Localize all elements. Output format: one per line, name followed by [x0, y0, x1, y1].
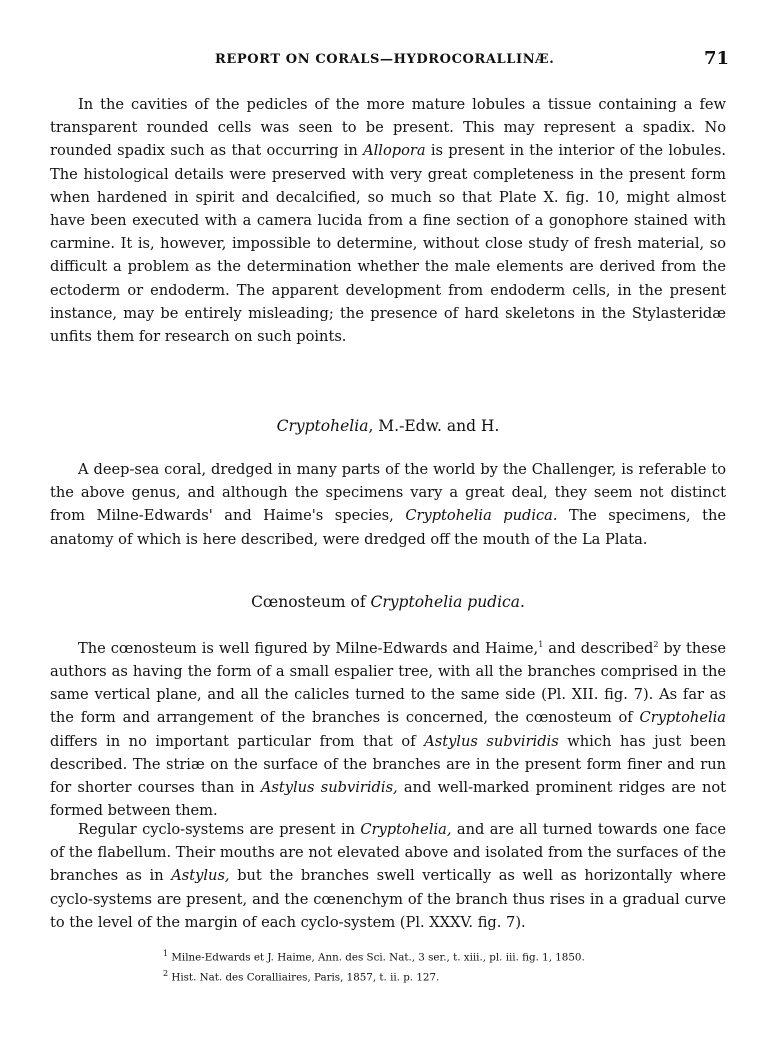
- footnote-1: [163, 946, 585, 966]
- footnote-mark-1: 1: [163, 949, 169, 958]
- paragraph-deep-sea-coral: [50, 458, 726, 551]
- para1-text: In the cavities of the pedicles of the more mature lobules a tissue containing a few transparent rounded cells was seen to be present. This may represent a spadix. No rounded spadix such as that occurring in: [50, 96, 726, 160]
- footnote-2: [163, 966, 585, 986]
- footnote-text-2: Hist. Nat. des Coralliaires, Paris, 1857, t. ii. p. 127.: [171, 971, 440, 984]
- para3-i1: Cryptohelia: [639, 709, 726, 727]
- para3-i3: Astylus subviridis,: [260, 779, 398, 797]
- para4-i1: Cryptohelia,: [360, 821, 452, 838]
- heading1-authority: , M.-Edw. and H.: [368, 417, 500, 435]
- para2-text: A deep-sea coral, dredged in many parts of the world by the Challenger, is referable to the above genus, and although the specimens vary a great deal, they seem not distinct from Milne-Edwards' and Haime's species,: [50, 461, 726, 525]
- para3-t1: The cœnosteum is well figured by Milne-Edwards and Haime,: [78, 639, 539, 657]
- section-heading-cryptohelia: [0, 417, 776, 435]
- page-number: 71: [704, 48, 730, 69]
- para3-t2: and described: [543, 639, 654, 657]
- para2-text-after: The specimens, the anatomy of which is here described, were dredged off the mouth of the La Plata.: [50, 507, 726, 548]
- para4-t3: but the branches swell vertically as well as horizontally where cyclo-systems are present, and the cœnenchym of the branch thus rises in a gradual curve to the level of the margin of each cyclo-system (Pl. XXXV. fig. 7).: [50, 867, 726, 931]
- para4-t1: Regular cyclo-systems are present in: [78, 821, 361, 838]
- footnote-ref-1: 1: [538, 640, 544, 649]
- footnotes: [163, 946, 585, 986]
- footnote-mark-2: 2: [163, 968, 169, 978]
- para4-t2: and are all turned towards one face of the flabellum. Their mouths are not elevated above and isolated from the surfaces of the branches as in: [50, 821, 726, 885]
- para3-t6: and well-marked prominent ridges are not formed between them.: [50, 779, 726, 820]
- footnote-text-1: Milne-Edwards et J. Haime, Ann. des Sci. Nat., 3 ser., t. xiii., pl. iii. fig. 1, 1850.: [171, 951, 585, 964]
- genus-allopora: Allopora: [363, 142, 426, 160]
- para3-i2: Astylus subviridis: [424, 732, 559, 750]
- paragraph-coenosteum: [50, 633, 726, 822]
- para3-t4: differs in no important particular from that of: [50, 732, 425, 750]
- paragraph-spadix: [50, 93, 726, 348]
- paragraph-cyclo-systems: [50, 818, 726, 934]
- footnote-ref-2: 2: [653, 640, 659, 649]
- section-heading-coenosteum: [0, 593, 776, 611]
- para1-text-after: is present in the interior of the lobules. The histological details were preserved with very great completeness in the present form when hardened in spirit and decalcified, so much so that Plate X. fig. 10, might almost have been executed with a camera lucida from a fine section of a gonophore stained with carmine. It is, however, impossible to determine, without close study of fresh material, so difficult a problem as the determination whether the male elements are derived from the ectoderm or endoderm. The apparent development from endoderm cells, in the present instance, may be entirely misleading; the presence of hard skeletons in the Stylasteridæ unfits them for research on such points.: [50, 142, 726, 346]
- para3-t3: by these authors as having the form of a small espalier tree, with all the branches comprised in the same vertical plane, and all the calicles turned to the same side (Pl. XII. fig. 7). As far as the form and arrangement of the branches is concerned, the cœnosteum of: [50, 639, 727, 727]
- para4-i2: Astylus,: [171, 867, 230, 885]
- heading2-species: Cryptohelia pudica.: [370, 593, 525, 611]
- running-title: REPORT ON CORALS—HYDROCORALLINÆ.: [215, 52, 555, 67]
- para2-species: Cryptohelia pudica.: [405, 507, 558, 525]
- heading1-genus: Cryptohelia: [276, 417, 369, 435]
- para3-t5: which has just been described. The striæ on the surface of the branches are in the present form finer and run for shorter courses than in: [50, 732, 726, 797]
- heading2-prefix: Cœnosteum of: [251, 593, 371, 611]
